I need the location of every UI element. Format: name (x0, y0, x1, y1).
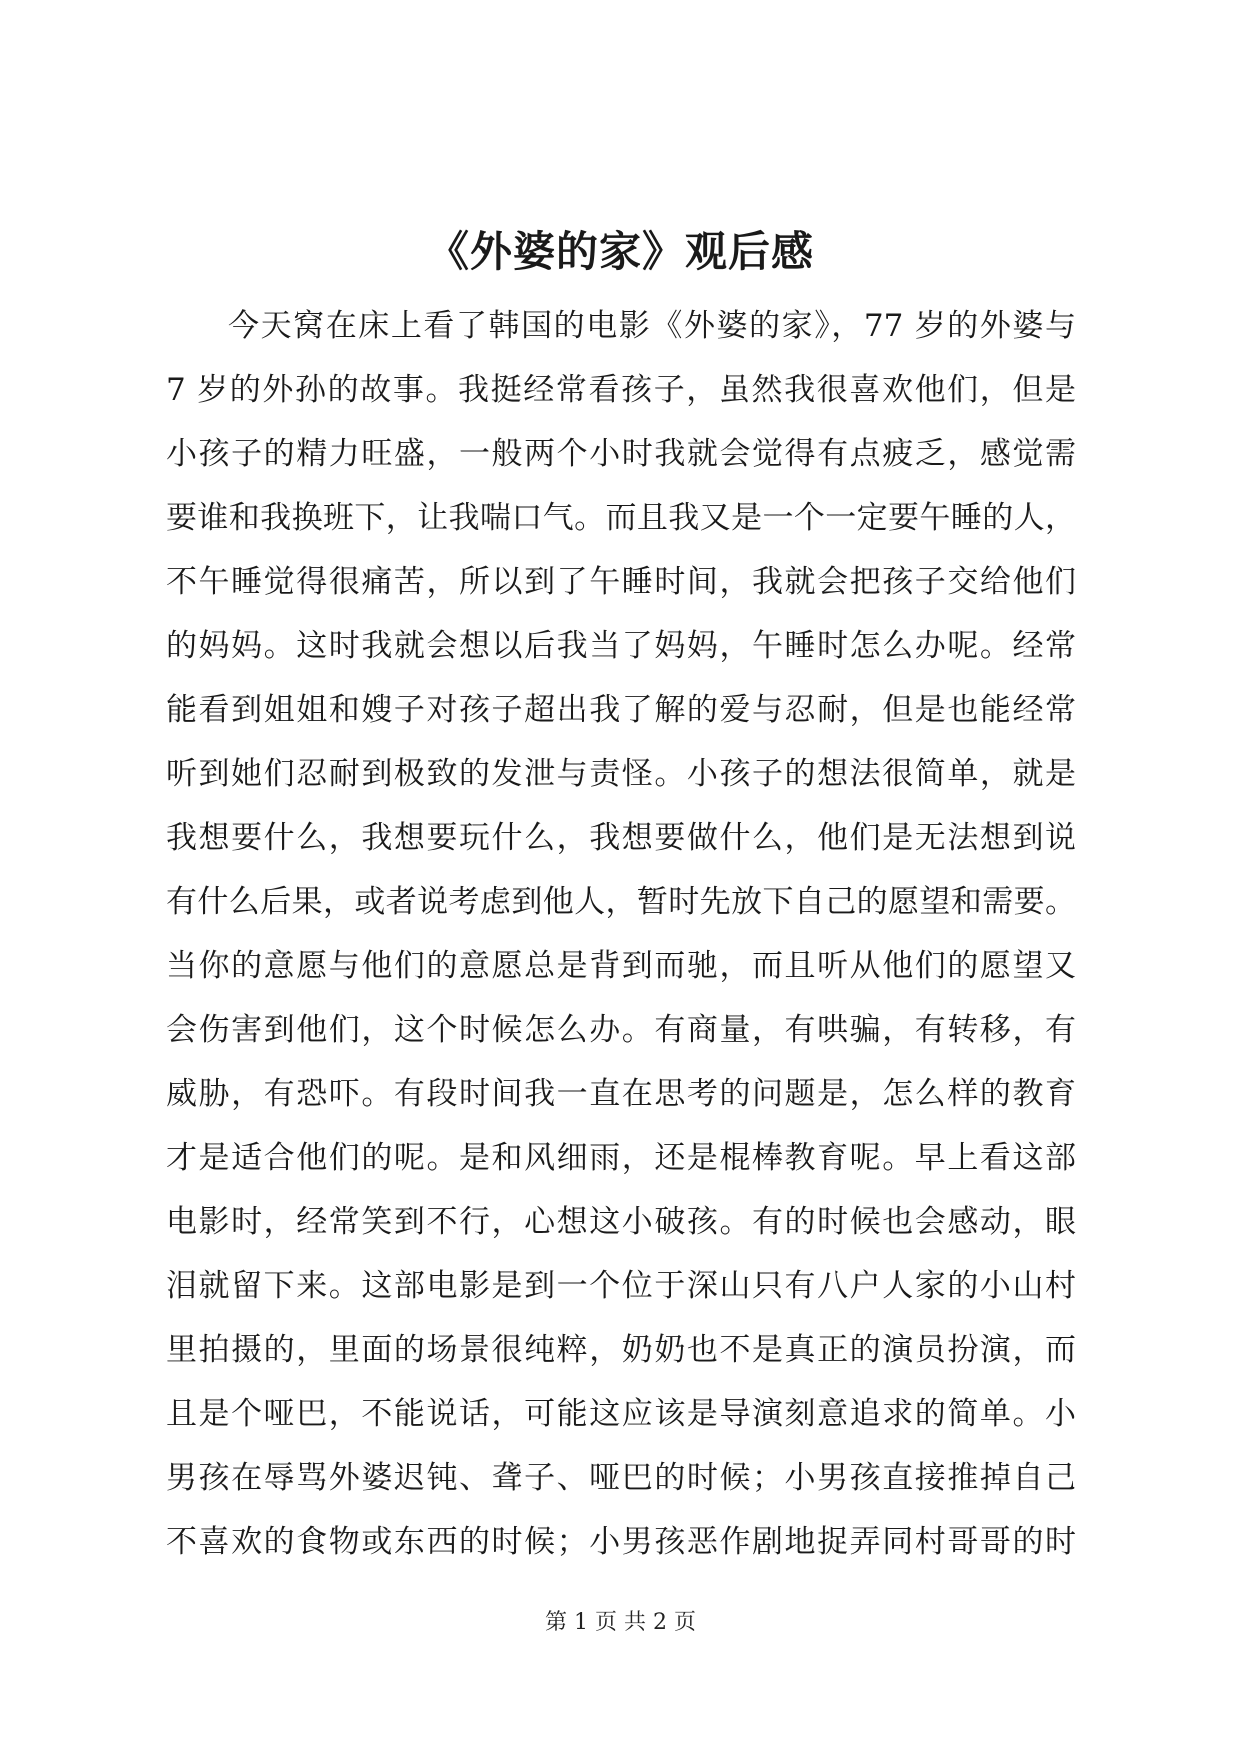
text-line: 才是适合他们的呢。是和风细雨，还是棍棒教育呢。早上看这部 (166, 1140, 1076, 1176)
text-line: 我想要什么，我想要玩什么，我想要做什么，他们是无法想到说 (166, 820, 1076, 856)
text-line: 且是个哑巴，不能说话，可能这应该是导演刻意追求的简单。小 (166, 1396, 1076, 1432)
text-line: 当你的意愿与他们的意愿总是背到而驰，而且听从他们的愿望又 (166, 948, 1076, 984)
text-line: 电影时，经常笑到不行，心想这小破孩。有的时候也会感动，眼 (166, 1204, 1076, 1240)
text-line: 能看到姐姐和嫂子对孩子超出我了解的爱与忍耐，但是也能经常 (166, 692, 1076, 728)
text-line: 泪就留下来。这部电影是到一个位于深山只有八户人家的小山村 (166, 1268, 1076, 1304)
text-line: 里拍摄的，里面的场景很纯粹，奶奶也不是真正的演员扮演，而 (166, 1332, 1076, 1368)
text-line: 会伤害到他们，这个时候怎么办。有商量，有哄骗，有转移，有 (166, 1012, 1076, 1048)
text-line: 今天窝在床上看了韩国的电影《外婆的家》，77 岁的外婆与 (228, 308, 1076, 344)
text-line: 不喜欢的食物或东西的时候；小男孩恶作剧地捉弄同村哥哥的时 (166, 1524, 1076, 1560)
text-line: 7 岁的外孙的故事。我挺经常看孩子，虽然我很喜欢他们，但是 (166, 372, 1076, 408)
text-line: 的妈妈。这时我就会想以后我当了妈妈，午睡时怎么办呢。经常 (166, 628, 1076, 664)
text-line: 有什么后果，或者说考虑到他人，暂时先放下自己的愿望和需要。 (166, 884, 1076, 920)
text-line: 听到她们忍耐到极致的发泄与责怪。小孩子的想法很简单，就是 (166, 756, 1076, 792)
text-line: 男孩在辱骂外婆迟钝、聋子、哑巴的时候；小男孩直接推掉自己 (166, 1460, 1076, 1496)
page-footer: 第 1 页 共 2 页 (545, 1610, 696, 1635)
text-line: 不午睡觉得很痛苦，所以到了午睡时间，我就会把孩子交给他们 (166, 564, 1076, 600)
text-line: 威胁，有恐吓。有段时间我一直在思考的问题是，怎么样的教育 (166, 1076, 1076, 1112)
document-title: 《外婆的家》观后感 (426, 227, 814, 276)
text-line: 小孩子的精力旺盛，一般两个小时我就会觉得有点疲乏，感觉需 (166, 436, 1076, 472)
text-line: 要谁和我换班下，让我喘口气。而且我又是一个一定要午睡的人， (166, 500, 1076, 536)
body-text (166, 294, 1076, 1574)
